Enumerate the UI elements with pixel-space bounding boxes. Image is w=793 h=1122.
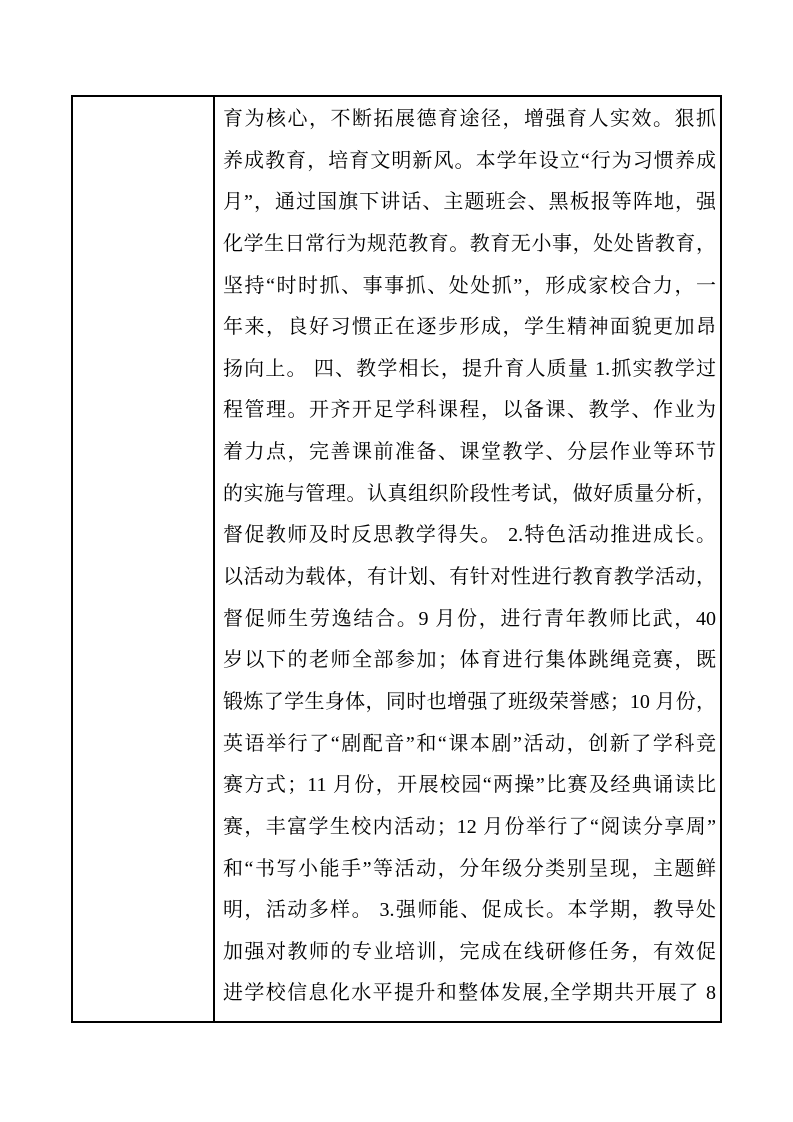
text-line: 月”，通过国旗下讲话、主题班会、黑板报等阵地，强	[223, 191, 716, 214]
text-line: 坚持“时时抓、事事抓、处处抓”，形成家校合力，一	[223, 274, 716, 297]
text-line: 年来，良好习惯正在逐步形成，学生精神面貌更加昂	[223, 316, 716, 339]
text-line: 锻炼了学生身体，同时也增强了班级荣誉感；10 月份，	[223, 690, 716, 713]
text-line: 岁以下的老师全部参加；体育进行集体跳绳竞赛，既	[223, 649, 716, 672]
text-line: 扬向上。 四、教学相长，提升育人质量 1.抓实教学过	[223, 357, 716, 380]
text-line: 赛，丰富学生校内活动；12 月份举行了“阅读分享周”	[223, 815, 716, 838]
text-line: 督促教师及时反思教学得失。 2.特色活动推进成长。	[223, 524, 716, 547]
table-label-cell	[73, 97, 215, 1021]
text-line: 督促师生劳逸结合。9 月份，进行青年教师比武，40	[223, 607, 716, 630]
text-line: 进学校信息化水平提升和整体发展,全学期共开展了 8	[223, 982, 716, 1005]
table-content-cell	[215, 97, 720, 1021]
text-line: 英语举行了“剧配音”和“课本剧”活动，创新了学科竞	[223, 732, 716, 755]
text-line: 加强对教师的专业培训，完成在线研修任务，有效促	[223, 940, 716, 963]
text-line: 的实施与管理。认真组织阶段性考试，做好质量分析，	[223, 482, 716, 505]
text-line: 程管理。开齐开足学科课程，以备课、教学、作业为	[223, 399, 716, 422]
text-line: 赛方式；11 月份，开展校园“两操”比赛及经典诵读比	[223, 774, 716, 797]
text-line: 养成教育，培育文明新风。本学年设立“行为习惯养成	[223, 149, 716, 172]
text-line: 着力点，完善课前准备、课堂教学、分层作业等环节	[223, 441, 716, 464]
text-line: 以活动为载体，有计划、有针对性进行教育教学活动，	[223, 566, 716, 589]
text-line: 明，活动多样。 3.强师能、促成长。本学期，教导处	[223, 899, 716, 922]
text-line: 化学生日常行为规范教育。教育无小事，处处皆教育，	[223, 232, 716, 255]
text-line: 和“书写小能手”等活动，分年级分类别呈现，主题鲜	[223, 857, 716, 880]
report-table	[71, 95, 722, 1023]
text-line: 育为核心，不断拓展德育途径，增强育人实效。狠抓	[223, 108, 716, 130]
